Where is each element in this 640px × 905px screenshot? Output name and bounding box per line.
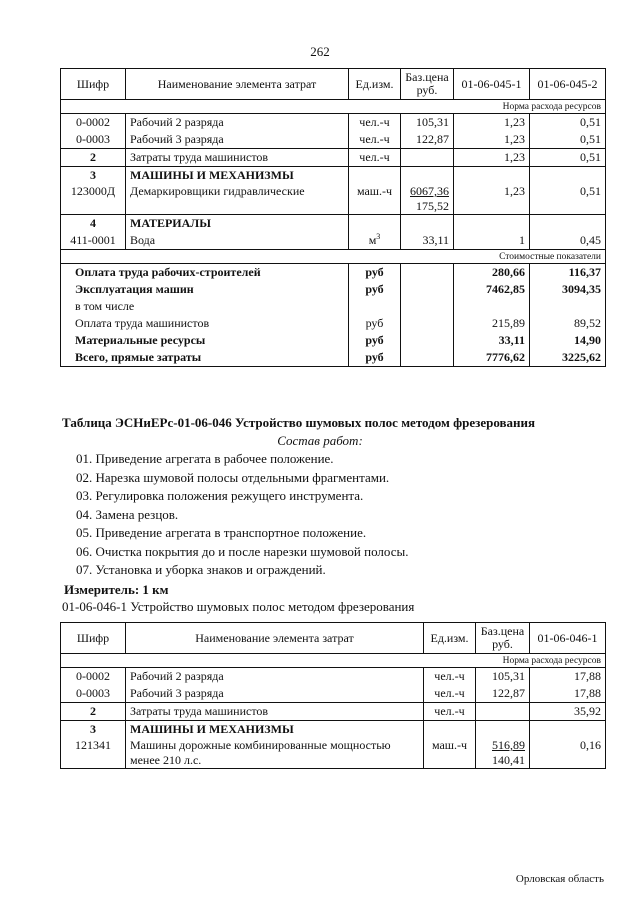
cost-row — [61, 298, 606, 315]
table-row — [61, 232, 606, 250]
section-row — [61, 654, 606, 668]
row-name: Демаркировщики гидравлические — [126, 184, 349, 215]
section-code: 3 — [61, 167, 126, 185]
row-value-1: 1,23 — [454, 149, 530, 167]
table-row — [61, 668, 606, 686]
row-name — [126, 738, 424, 769]
page-number: 262 — [310, 44, 330, 59]
row-value-2: 0,51 — [530, 149, 606, 167]
cost-name: Оплата труда рабочих-строителей — [61, 264, 349, 282]
cost-name: Оплата труда машинистов — [61, 315, 349, 332]
norm-label: Норма расхода ресурсов — [61, 654, 606, 668]
row-name: Затраты труда машинистов — [126, 149, 349, 167]
section-name: МАШИНЫ И МЕХАНИЗМЫ — [126, 721, 424, 739]
row-unit: чел.-ч — [424, 668, 476, 686]
table-row — [61, 131, 606, 149]
cost-table-046 — [60, 622, 606, 769]
cost-value-1: 7462,85 — [454, 281, 530, 298]
row-name: Рабочий 3 разряда — [126, 685, 424, 703]
work-composition-heading: Состав работ: — [277, 433, 363, 448]
row-value-1: 1,23 — [454, 184, 530, 215]
row-name: Рабочий 2 разряда — [126, 668, 424, 686]
row-name: Рабочий 2 разряда — [126, 114, 349, 132]
section-code: 4 — [61, 215, 126, 233]
price-wage: 140,41 — [492, 753, 525, 767]
row-unit: чел.-ч — [424, 703, 476, 721]
section-code: 3 — [61, 721, 126, 739]
row-price — [401, 184, 454, 215]
row-value-1: 1,23 — [454, 131, 530, 149]
cost-value-1: 33,11 — [454, 332, 530, 349]
row-name-line2: менее 210 л.с. — [130, 753, 202, 767]
norm-label: Норма расхода ресурсов — [61, 100, 606, 114]
cost-name: в том числе — [61, 298, 349, 315]
header-code: Шифр — [61, 623, 126, 654]
list-item: 04. Замена резцов. — [76, 506, 179, 522]
cost-value-1: 280,66 — [454, 264, 530, 282]
table-row — [61, 149, 606, 167]
row-price: 105,31 — [401, 114, 454, 132]
cost-name: Всего, прямые затраты — [61, 349, 349, 367]
row-code: 0-0003 — [61, 685, 126, 703]
row-value-1: 17,88 — [530, 685, 606, 703]
list-item: 01. Приведение агрегата в рабочее положение. — [76, 451, 334, 466]
header-name: Наименование элемента затрат — [126, 69, 349, 100]
table-row — [61, 215, 606, 233]
header-base-price — [401, 69, 454, 100]
row-name: Вода — [126, 232, 349, 250]
header-code: Шифр — [61, 69, 126, 100]
row-code: 123000Д — [61, 184, 126, 215]
price-estimate: 6067,36 — [410, 184, 449, 198]
section-name: МАТЕРИАЛЫ — [126, 215, 349, 233]
row-value-2: 0,45 — [530, 232, 606, 250]
cost-unit: руб — [349, 281, 401, 298]
header-base-price-line1: Баз.цена — [405, 70, 449, 84]
cost-table-045 — [60, 68, 606, 367]
row-unit: чел.-ч — [349, 131, 401, 149]
row-unit: маш.-ч — [424, 738, 476, 769]
table-row — [61, 114, 606, 132]
cost-row — [61, 332, 606, 349]
row-value-1: 35,92 — [530, 703, 606, 721]
header-unit: Ед.изм. — [424, 623, 476, 654]
row-price — [476, 738, 530, 769]
cost-unit: руб — [349, 349, 401, 367]
row-price — [476, 703, 530, 721]
row-price: 122,87 — [401, 131, 454, 149]
cost-row — [61, 315, 606, 332]
table-header-row — [61, 623, 606, 654]
header-base-price-line2: руб. — [492, 637, 513, 651]
row-value-2: 0,51 — [530, 114, 606, 132]
cost-unit: руб — [349, 332, 401, 349]
cost-value-1: 7776,62 — [454, 349, 530, 367]
row-code: 2 — [61, 703, 126, 721]
cost-unit: руб — [349, 264, 401, 282]
row-value-1: 17,88 — [530, 668, 606, 686]
row-name-line1: Машины дорожные комбинированные мощностью — [130, 738, 391, 752]
row-value-2: 0,51 — [530, 131, 606, 149]
header-col-045-2: 01-06-045-2 — [530, 69, 606, 100]
cost-label: Стоимостные показатели — [61, 250, 606, 264]
header-col-046-1: 01-06-046-1 — [530, 623, 606, 654]
cost-row — [61, 264, 606, 282]
footer-region: Орловская область — [515, 873, 604, 885]
row-code: 2 — [61, 149, 126, 167]
row-unit: чел.-ч — [349, 114, 401, 132]
cost-value-2: 14,90 — [530, 332, 606, 349]
header-unit: Ед.изм. — [349, 69, 401, 100]
row-value-1: 1,23 — [454, 114, 530, 132]
row-price: 33,11 — [401, 232, 454, 250]
row-unit: маш.-ч — [349, 184, 401, 215]
row-unit: чел.-ч — [424, 685, 476, 703]
header-base-price-line2: руб. — [416, 83, 438, 97]
row-price: 105,31 — [476, 668, 530, 686]
row-value-2: 0,51 — [530, 184, 606, 215]
cost-value-2: 89,52 — [530, 315, 606, 332]
list-item: 02. Нарезка шумовой полосы отдельными фрагментами. — [76, 469, 390, 485]
list-item: 05. Приведение агрегата в транспортное положение. — [76, 525, 367, 540]
row-unit — [349, 232, 401, 250]
row-value-1: 0,16 — [530, 738, 606, 769]
row-unit: чел.-ч — [349, 149, 401, 167]
cost-row — [61, 349, 606, 367]
unit-superscript: 3 — [376, 232, 381, 241]
work-list — [76, 450, 408, 580]
variant-title: 01-06-046-1 Устройство шумовых полос методом фрезерования — [62, 599, 415, 614]
table-row — [61, 685, 606, 703]
list-item: 03. Регулировка положения режущего инструмента. — [76, 488, 364, 503]
section-row — [61, 100, 606, 114]
header-col-045-1: 01-06-045-1 — [454, 69, 530, 100]
price-estimate: 516,89 — [492, 738, 525, 752]
cost-value-2: 3225,62 — [530, 349, 606, 367]
row-name: Затраты труда машинистов — [126, 703, 424, 721]
table-header-row — [61, 69, 606, 100]
table-row — [61, 738, 606, 769]
row-price — [401, 149, 454, 167]
row-code: 121341 — [61, 738, 126, 769]
price-wage: 175,52 — [416, 199, 449, 213]
section-row — [61, 250, 606, 264]
table-row — [61, 721, 606, 739]
row-name: Рабочий 3 разряда — [126, 131, 349, 149]
cost-name: Эксплуатация машин — [61, 281, 349, 298]
table-row — [61, 184, 606, 215]
row-price: 122,87 — [476, 685, 530, 703]
cost-row — [61, 281, 606, 298]
header-base-price-line1: Баз.цена — [480, 624, 525, 638]
table-row — [61, 167, 606, 185]
unit-base: м — [368, 233, 377, 247]
row-value-1: 1 — [454, 232, 530, 250]
cost-value-2: 3094,35 — [530, 281, 606, 298]
table-row — [61, 703, 606, 721]
list-item: 07. Установка и уборка знаков и ограждений. — [76, 562, 326, 577]
row-code: 411-0001 — [61, 232, 126, 250]
header-name: Наименование элемента затрат — [126, 623, 424, 654]
measurement-unit: Измеритель: 1 км — [64, 582, 169, 597]
row-code: 0-0003 — [61, 131, 126, 149]
list-item: 06. Очистка покрытия до и после нарезки шумовой полосы. — [76, 543, 409, 559]
cost-value-2: 116,37 — [530, 264, 606, 282]
table-title: Таблица ЭСНиЕРс-01-06-046 Устройство шумовых полос методом фрезерования — [62, 415, 536, 430]
cost-name: Материальные ресурсы — [61, 332, 349, 349]
row-code: 0-0002 — [61, 668, 126, 686]
row-code: 0-0002 — [61, 114, 126, 132]
section-name: МАШИНЫ И МЕХАНИЗМЫ — [126, 167, 349, 185]
cost-value-1: 215,89 — [454, 315, 530, 332]
cost-unit: руб — [349, 315, 401, 332]
header-base-price — [476, 623, 530, 654]
